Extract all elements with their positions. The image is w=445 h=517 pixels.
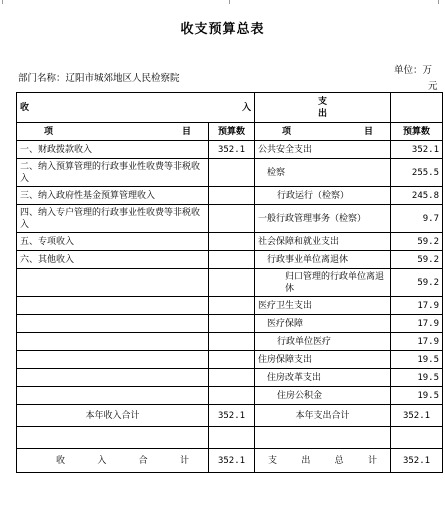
- blank-cell: [17, 427, 209, 449]
- table-row: [17, 387, 443, 405]
- income-value-empty: [209, 315, 255, 333]
- page-title: 收支预算总表: [180, 22, 265, 37]
- year-income-total-label: 本年收入合计: [17, 405, 209, 427]
- expense-value: 19.5: [391, 369, 443, 387]
- expense-value: 255.5: [391, 159, 443, 187]
- income-item-empty: [17, 351, 209, 369]
- income-value: 352.1: [209, 141, 255, 159]
- page-corner-mark: [438, 0, 439, 4]
- blank-cell: [209, 427, 255, 449]
- expense-item: 行政运行（检察）: [255, 187, 391, 205]
- expense-header-line-1: 支: [317, 96, 327, 107]
- table-row: [17, 159, 443, 187]
- income-header: [17, 93, 255, 123]
- year-total-row: [17, 405, 443, 427]
- grand-expense-label: 支 出 总 计: [255, 449, 391, 473]
- expense-item: 归口管理的行政单位离退休: [255, 269, 391, 297]
- income-item: 一、财政拨款收入: [17, 141, 209, 159]
- expense-item: 医疗保障: [255, 315, 391, 333]
- unit-label: [394, 63, 438, 95]
- expense-value: 9.7: [391, 205, 443, 233]
- expense-header-line-2: 出: [317, 108, 327, 119]
- table-row: [17, 369, 443, 387]
- table-row: [17, 141, 443, 159]
- income-value-empty: [209, 269, 255, 297]
- expense-budget-header: 预算数: [391, 123, 443, 141]
- expense-value: 17.9: [391, 297, 443, 315]
- expense-item: 行政事业单位离退休: [255, 251, 391, 269]
- department-label: 部门名称：辽阳市城郊地区人民检察院: [18, 73, 180, 84]
- year-expense-total-label: 本年支出合计: [255, 405, 391, 427]
- income-item: 六、其他收入: [17, 251, 209, 269]
- table-row: [17, 251, 443, 269]
- expense-item: 社会保障和就业支出: [255, 233, 391, 251]
- income-item: 五、专项收入: [17, 233, 209, 251]
- expense-value: 19.5: [391, 351, 443, 369]
- page-corner-mark: [2, 0, 3, 4]
- expense-item: 住房保障支出: [255, 351, 391, 369]
- table-row: [17, 297, 443, 315]
- income-budget-header: 预算数: [209, 123, 255, 141]
- table-row: [17, 269, 443, 297]
- income-value: [209, 251, 255, 269]
- blank-cell: [255, 427, 391, 449]
- table-row: [17, 333, 443, 351]
- expense-item: 住房改革支出: [255, 369, 391, 387]
- income-item: 四、纳入专户管理的行政事业性收费等非税收入: [17, 205, 209, 233]
- income-value-empty: [209, 333, 255, 351]
- income-item-empty: [17, 387, 209, 405]
- budget-table: [16, 92, 443, 473]
- table-header-row: [17, 93, 443, 123]
- table-row: [17, 351, 443, 369]
- unit-line-2: 元: [428, 81, 438, 92]
- income-value-empty: [209, 297, 255, 315]
- income-item-empty: [17, 315, 209, 333]
- income-item-empty: [17, 333, 209, 351]
- grand-total-row: [17, 449, 443, 473]
- income-value: [209, 187, 255, 205]
- table-row: [17, 315, 443, 333]
- expense-value: 59.2: [391, 233, 443, 251]
- expense-header: [255, 93, 391, 123]
- expense-value: 59.2: [391, 251, 443, 269]
- year-income-total-value: 352.1: [209, 405, 255, 427]
- expense-item: 公共安全支出: [255, 141, 391, 159]
- income-header-left: 收: [20, 102, 30, 113]
- income-item: 二、纳入预算管理的行政事业性收费等非税收入: [17, 159, 209, 187]
- expense-item: 一般行政管理事务（检察）: [255, 205, 391, 233]
- income-value: [209, 205, 255, 233]
- expense-value: 17.9: [391, 333, 443, 351]
- table-row: [17, 187, 443, 205]
- expense-header-blank: [391, 93, 443, 123]
- year-expense-total-value: 352.1: [391, 405, 443, 427]
- expense-item: 检察: [255, 159, 391, 187]
- expense-value: 245.8: [391, 187, 443, 205]
- income-value-empty: [209, 369, 255, 387]
- expense-item: 医疗卫生支出: [255, 297, 391, 315]
- income-item-header: 项 目: [17, 123, 209, 141]
- income-item-empty: [17, 369, 209, 387]
- expense-value: 17.9: [391, 315, 443, 333]
- grand-income-value: 352.1: [209, 449, 255, 473]
- income-item-empty: [17, 297, 209, 315]
- expense-value: 19.5: [391, 387, 443, 405]
- income-item-empty: [17, 269, 209, 297]
- table-row: [17, 233, 443, 251]
- expense-item: 住房公积金: [255, 387, 391, 405]
- unit-line-1: 单位：万: [394, 65, 433, 76]
- blank-row: [17, 427, 443, 449]
- income-value: [209, 233, 255, 251]
- blank-cell: [391, 427, 443, 449]
- grand-income-label: 收 入 合 计: [17, 449, 209, 473]
- income-value: [209, 159, 255, 187]
- expense-value: 59.2: [391, 269, 443, 297]
- table-row: [17, 205, 443, 233]
- expense-value: 352.1: [391, 141, 443, 159]
- expense-item-header: 项 目: [255, 123, 391, 141]
- page-corner-mark: [229, 0, 230, 4]
- income-header-right: 入: [241, 102, 251, 113]
- expense-item: 行政单位医疗: [255, 333, 391, 351]
- income-value-empty: [209, 351, 255, 369]
- grand-expense-value: 352.1: [391, 449, 443, 473]
- income-value-empty: [209, 387, 255, 405]
- income-item: 三、纳入政府性基金预算管理收入: [17, 187, 209, 205]
- column-header-row: [17, 123, 443, 141]
